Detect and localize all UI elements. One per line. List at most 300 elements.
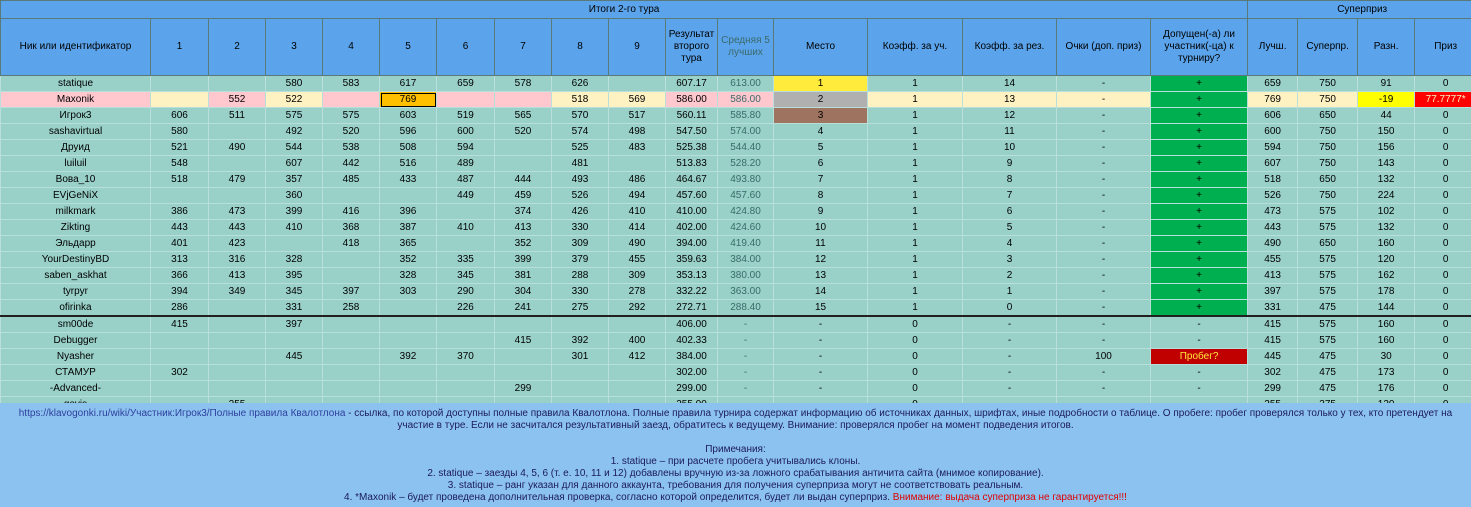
diff-cell: 224	[1358, 188, 1415, 204]
race-cell	[266, 381, 323, 397]
admitted-cell: +	[1151, 108, 1248, 124]
points-cell: -	[1057, 365, 1151, 381]
coef-result-cell: -	[963, 316, 1057, 333]
total-cell: 513.83	[666, 156, 718, 172]
table-row	[1, 333, 1471, 349]
race-cell	[323, 188, 380, 204]
race-cell: 493	[552, 172, 609, 188]
coef-participation-cell: 1	[868, 172, 963, 188]
points-cell: -	[1057, 252, 1151, 268]
race-cell: 600	[437, 124, 495, 140]
race-cell: 275	[552, 300, 609, 317]
race-cell: 316	[209, 252, 266, 268]
race-cell: 508	[380, 140, 437, 156]
race-cell	[209, 188, 266, 204]
nick-cell: -Advanced-	[1, 381, 151, 397]
race-cell	[209, 316, 266, 333]
avg-cell: 380.00	[718, 268, 774, 284]
race-cell: 423	[209, 236, 266, 252]
race-cell: 617	[380, 76, 437, 92]
rules-link[interactable]: https://klavogonki.ru/wiki/Участник:Игрок3/Полные правила Квалотлона	[18, 408, 346, 419]
race-cell	[151, 381, 209, 397]
best-cell: 299	[1248, 381, 1298, 397]
best-cell: 302	[1248, 365, 1298, 381]
race-cell: 538	[323, 140, 380, 156]
main-section-header: Итоги 2-го тура	[1, 1, 1248, 19]
nick-cell: luiluil	[1, 156, 151, 172]
avg-cell: -	[718, 365, 774, 381]
race-cell	[151, 349, 209, 365]
superprize-cell: 475	[1298, 349, 1358, 365]
admitted-cell: +	[1151, 268, 1248, 284]
admitted-cell: +	[1151, 76, 1248, 92]
avg-cell: 424.60	[718, 220, 774, 236]
race-cell: 606	[151, 108, 209, 124]
superprize-cell: 575	[1298, 333, 1358, 349]
nick-cell: sashavirtual	[1, 124, 151, 140]
avg-cell: 586.00	[718, 92, 774, 108]
points-cell: -	[1057, 268, 1151, 284]
points-cell: -	[1057, 124, 1151, 140]
race-cell	[380, 333, 437, 349]
total-cell: 457.60	[666, 188, 718, 204]
note-4-warning: Внимание: выдача суперприза не гарантируется!!!	[892, 492, 1127, 503]
points-cell: -	[1057, 316, 1151, 333]
diff-cell: 132	[1358, 172, 1415, 188]
table-row	[1, 236, 1471, 252]
race-cell: 426	[552, 204, 609, 220]
column-header: Приз	[1415, 19, 1471, 76]
race-cell: 313	[151, 252, 209, 268]
race-cell	[437, 92, 495, 108]
nick-cell: Debugger	[1, 333, 151, 349]
nick-cell: sm00de	[1, 316, 151, 333]
race-cell	[380, 365, 437, 381]
race-cell: 330	[552, 220, 609, 236]
best-cell: 445	[1248, 349, 1298, 365]
admitted-cell: -	[1151, 381, 1248, 397]
race-cell: 445	[266, 349, 323, 365]
race-cell: 302	[151, 365, 209, 381]
race-cell: 449	[437, 188, 495, 204]
column-header: Лучш.	[1248, 19, 1298, 76]
coef-participation-cell: 1	[868, 204, 963, 220]
total-cell: 384.00	[666, 349, 718, 365]
race-cell: 580	[151, 124, 209, 140]
race-cell: 412	[609, 349, 666, 365]
column-header: 1	[151, 19, 209, 76]
column-header: 9	[609, 19, 666, 76]
avg-cell: 419.40	[718, 236, 774, 252]
race-cell	[437, 316, 495, 333]
place-cell: -	[774, 349, 868, 365]
diff-cell: 132	[1358, 220, 1415, 236]
race-cell	[552, 365, 609, 381]
admitted-cell: +	[1151, 140, 1248, 156]
race-cell: 574	[552, 124, 609, 140]
diff-cell: 162	[1358, 268, 1415, 284]
prize-cell: 0	[1415, 268, 1471, 284]
table-row	[1, 124, 1471, 140]
prize-cell: 0	[1415, 300, 1471, 317]
race-cell	[151, 92, 209, 108]
nick-cell: EVjGeNiX	[1, 188, 151, 204]
nick-cell: saben_askhat	[1, 268, 151, 284]
admitted-cell: -	[1151, 333, 1248, 349]
race-cell: 410	[266, 220, 323, 236]
race-cell: 526	[552, 188, 609, 204]
race-cell: 301	[552, 349, 609, 365]
column-header: Разн.	[1358, 19, 1415, 76]
race-cell	[495, 156, 552, 172]
nick-cell: statique	[1, 76, 151, 92]
diff-cell: 173	[1358, 365, 1415, 381]
race-cell: 226	[437, 300, 495, 317]
note-4: 4. *Maxonik – будет проведена дополнительная проверка, согласно которой определится, будет ли выдан суперприз.	[344, 492, 893, 503]
column-header: Суперпр.	[1298, 19, 1358, 76]
race-cell: 443	[151, 220, 209, 236]
nick-cell: Друид	[1, 140, 151, 156]
race-cell: 483	[609, 140, 666, 156]
race-cell: 410	[437, 220, 495, 236]
race-cell: 335	[437, 252, 495, 268]
race-cell: 490	[209, 140, 266, 156]
place-cell: 1	[774, 76, 868, 92]
admitted-cell: +	[1151, 300, 1248, 317]
race-cell: 328	[380, 268, 437, 284]
race-cell	[323, 365, 380, 381]
race-cell: 290	[437, 284, 495, 300]
race-cell	[323, 268, 380, 284]
total-cell: 607.17	[666, 76, 718, 92]
race-cell: 392	[380, 349, 437, 365]
total-cell: 394.00	[666, 236, 718, 252]
race-cell: 328	[266, 252, 323, 268]
diff-cell: 156	[1358, 140, 1415, 156]
best-cell: 415	[1248, 333, 1298, 349]
points-cell: 100	[1057, 349, 1151, 365]
superprize-cell: 750	[1298, 140, 1358, 156]
avg-cell: 493.80	[718, 172, 774, 188]
place-cell: 6	[774, 156, 868, 172]
race-cell: 357	[266, 172, 323, 188]
race-cell: 769	[380, 92, 437, 108]
race-cell	[495, 365, 552, 381]
race-cell: 399	[495, 252, 552, 268]
place-cell: 14	[774, 284, 868, 300]
race-cell: 459	[495, 188, 552, 204]
race-cell	[209, 76, 266, 92]
race-cell	[151, 76, 209, 92]
prize-cell: 0	[1415, 220, 1471, 236]
race-cell: 486	[609, 172, 666, 188]
note-3: 3. statique – ранг указан для данного аккаунта, требования для получения суперприза могут не соответствовать реальным.	[447, 480, 1024, 491]
admitted-cell: +	[1151, 284, 1248, 300]
place-cell: 5	[774, 140, 868, 156]
prize-cell: 0	[1415, 204, 1471, 220]
note-1: 1. statique – при расчете пробега учитывались клоны.	[610, 456, 861, 467]
superprize-cell: 575	[1298, 204, 1358, 220]
race-cell	[495, 349, 552, 365]
race-cell: 278	[609, 284, 666, 300]
race-cell: 596	[380, 124, 437, 140]
nick-cell: Nyasher	[1, 349, 151, 365]
race-cell: 309	[552, 236, 609, 252]
avg-cell: 544.40	[718, 140, 774, 156]
race-cell: 521	[151, 140, 209, 156]
best-cell: 659	[1248, 76, 1298, 92]
race-cell	[609, 156, 666, 172]
table-row	[1, 349, 1471, 365]
diff-cell: 44	[1358, 108, 1415, 124]
prize-cell: 0	[1415, 333, 1471, 349]
admitted-cell: +	[1151, 92, 1248, 108]
race-cell	[495, 316, 552, 333]
table-row	[1, 284, 1471, 300]
note-2: 2. statique – заезды 4, 5, 6 (т. е. 10, 11 и 12) добавлены вручную из-за ложного срабатывания античита сайта (мнимое копирование).	[427, 468, 1044, 479]
race-cell	[209, 365, 266, 381]
diff-cell: 178	[1358, 284, 1415, 300]
best-cell: 415	[1248, 316, 1298, 333]
race-cell: 352	[380, 252, 437, 268]
race-cell: 414	[609, 220, 666, 236]
column-header: Ник или идентификатор	[1, 19, 151, 76]
race-cell: 578	[495, 76, 552, 92]
race-cell: 498	[609, 124, 666, 140]
race-cell: 286	[151, 300, 209, 317]
race-cell	[266, 236, 323, 252]
prize-cell: 0	[1415, 365, 1471, 381]
coef-participation-cell: 1	[868, 300, 963, 317]
race-cell: 397	[323, 284, 380, 300]
total-cell: 406.00	[666, 316, 718, 333]
coef-result-cell: 0	[963, 300, 1057, 317]
race-cell	[380, 381, 437, 397]
race-cell: 511	[209, 108, 266, 124]
race-cell: 309	[609, 268, 666, 284]
race-cell	[151, 188, 209, 204]
best-cell: 455	[1248, 252, 1298, 268]
notes-panel	[0, 403, 1471, 507]
coef-participation-cell: 1	[868, 252, 963, 268]
points-cell: -	[1057, 172, 1151, 188]
coef-result-cell: 13	[963, 92, 1057, 108]
race-cell: 473	[209, 204, 266, 220]
race-cell: 492	[266, 124, 323, 140]
coef-participation-cell: 1	[868, 236, 963, 252]
race-cell: 413	[209, 268, 266, 284]
place-cell: 8	[774, 188, 868, 204]
best-cell: 769	[1248, 92, 1298, 108]
points-cell: -	[1057, 236, 1151, 252]
race-cell: 520	[495, 124, 552, 140]
coef-participation-cell: 1	[868, 108, 963, 124]
best-cell: 397	[1248, 284, 1298, 300]
column-header: Допущен(-а) ли участник(-ца) к турниру?	[1151, 19, 1248, 76]
diff-cell: -19	[1358, 92, 1415, 108]
best-cell: 600	[1248, 124, 1298, 140]
race-cell: 366	[151, 268, 209, 284]
coef-result-cell: 2	[963, 268, 1057, 284]
coef-result-cell: 4	[963, 236, 1057, 252]
diff-cell: 120	[1358, 252, 1415, 268]
table-row	[1, 92, 1471, 108]
superprize-cell: 750	[1298, 124, 1358, 140]
notes-title: Примечания:	[705, 444, 766, 455]
admitted-cell: +	[1151, 124, 1248, 140]
place-cell: -	[774, 333, 868, 349]
total-cell: 464.67	[666, 172, 718, 188]
race-cell: 418	[323, 236, 380, 252]
coef-result-cell: 12	[963, 108, 1057, 124]
race-cell: 386	[151, 204, 209, 220]
race-cell	[495, 92, 552, 108]
race-cell: 580	[266, 76, 323, 92]
table-row	[1, 108, 1471, 124]
nick-cell: Вова_10	[1, 172, 151, 188]
race-cell: 485	[323, 172, 380, 188]
race-cell	[609, 76, 666, 92]
diff-cell: 160	[1358, 333, 1415, 349]
column-header: 6	[437, 19, 495, 76]
table-row	[1, 252, 1471, 268]
best-cell: 607	[1248, 156, 1298, 172]
race-cell	[437, 333, 495, 349]
points-cell: -	[1057, 140, 1151, 156]
table-row	[1, 172, 1471, 188]
race-cell	[323, 381, 380, 397]
race-cell: 396	[380, 204, 437, 220]
best-cell: 413	[1248, 268, 1298, 284]
race-cell	[209, 333, 266, 349]
prize-cell: 0	[1415, 156, 1471, 172]
column-header: Коэфф. за уч.	[868, 19, 963, 76]
total-cell: 525.38	[666, 140, 718, 156]
race-cell: 395	[266, 268, 323, 284]
place-cell: 9	[774, 204, 868, 220]
race-cell	[266, 365, 323, 381]
race-cell	[209, 381, 266, 397]
race-cell: 365	[380, 236, 437, 252]
superprize-cell: 575	[1298, 252, 1358, 268]
place-cell: 13	[774, 268, 868, 284]
admitted-cell: -	[1151, 365, 1248, 381]
diff-cell: 30	[1358, 349, 1415, 365]
race-cell: 659	[437, 76, 495, 92]
prize-cell: 0	[1415, 124, 1471, 140]
place-cell: 11	[774, 236, 868, 252]
race-cell: 303	[380, 284, 437, 300]
table-row	[1, 204, 1471, 220]
race-cell: 518	[552, 92, 609, 108]
avg-cell: 574.00	[718, 124, 774, 140]
race-cell: 522	[266, 92, 323, 108]
race-cell: 410	[609, 204, 666, 220]
race-cell: 607	[266, 156, 323, 172]
superprize-cell: 475	[1298, 381, 1358, 397]
coef-participation-cell: 0	[868, 381, 963, 397]
column-header: 7	[495, 19, 552, 76]
column-header: 8	[552, 19, 609, 76]
race-cell: 304	[495, 284, 552, 300]
race-cell	[209, 300, 266, 317]
race-cell: 345	[437, 268, 495, 284]
nick-cell: Игрок3	[1, 108, 151, 124]
points-cell: -	[1057, 220, 1151, 236]
table-row	[1, 300, 1471, 317]
place-cell: 7	[774, 172, 868, 188]
race-cell: 525	[552, 140, 609, 156]
column-header: Коэфф. за рез.	[963, 19, 1057, 76]
admitted-cell: +	[1151, 220, 1248, 236]
coef-result-cell: -	[963, 333, 1057, 349]
nick-cell: tyrpyr	[1, 284, 151, 300]
prize-cell: 0	[1415, 108, 1471, 124]
race-cell: 626	[552, 76, 609, 92]
avg-cell: -	[718, 333, 774, 349]
superprize-cell: 575	[1298, 316, 1358, 333]
admitted-cell: Пробег?	[1151, 349, 1248, 365]
total-cell: 547.50	[666, 124, 718, 140]
race-cell: 603	[380, 108, 437, 124]
points-cell: -	[1057, 108, 1151, 124]
table-row	[1, 365, 1471, 381]
avg-cell: 424.80	[718, 204, 774, 220]
race-cell: 394	[151, 284, 209, 300]
table-row	[1, 188, 1471, 204]
race-cell: 518	[151, 172, 209, 188]
nick-cell: milkmark	[1, 204, 151, 220]
race-cell: 258	[323, 300, 380, 317]
column-header: Место	[774, 19, 868, 76]
total-cell: 402.00	[666, 220, 718, 236]
place-cell: -	[774, 365, 868, 381]
admitted-cell: +	[1151, 156, 1248, 172]
best-cell: 443	[1248, 220, 1298, 236]
race-cell	[552, 316, 609, 333]
total-cell: 272.71	[666, 300, 718, 317]
race-cell: 444	[495, 172, 552, 188]
race-cell	[151, 333, 209, 349]
race-cell: 544	[266, 140, 323, 156]
coef-result-cell: -	[963, 365, 1057, 381]
nick-cell: СТАМУР	[1, 365, 151, 381]
place-cell: 4	[774, 124, 868, 140]
race-cell: 413	[495, 220, 552, 236]
race-cell: 519	[437, 108, 495, 124]
total-cell: 353.13	[666, 268, 718, 284]
total-cell: 560.11	[666, 108, 718, 124]
avg-cell: 363.00	[718, 284, 774, 300]
best-cell: 606	[1248, 108, 1298, 124]
diff-cell: 160	[1358, 236, 1415, 252]
coef-result-cell: 6	[963, 204, 1057, 220]
avg-cell: 585.80	[718, 108, 774, 124]
coef-participation-cell: 0	[868, 365, 963, 381]
notes-intro: - ссылка, по которой доступны полные правила Квалотлона. Полные правила турнира содержат информацию об источниках данных, шрифтах, иные подробности о таблице. О пробеге: пробег проверялся только у тех, кто претендует на участие в туре. Если не засчитался результативный заезд, обратитесь к ведущему. Внимание: проверялся пробег на момент подведения итогов.	[345, 408, 1453, 431]
race-cell: 400	[609, 333, 666, 349]
avg-cell: 384.00	[718, 252, 774, 268]
coef-result-cell: 1	[963, 284, 1057, 300]
coef-result-cell: 11	[963, 124, 1057, 140]
admitted-cell: +	[1151, 172, 1248, 188]
race-cell: 368	[323, 220, 380, 236]
race-cell	[552, 381, 609, 397]
race-cell: 479	[209, 172, 266, 188]
points-cell: -	[1057, 92, 1151, 108]
superprize-cell: 475	[1298, 365, 1358, 381]
race-cell	[323, 252, 380, 268]
